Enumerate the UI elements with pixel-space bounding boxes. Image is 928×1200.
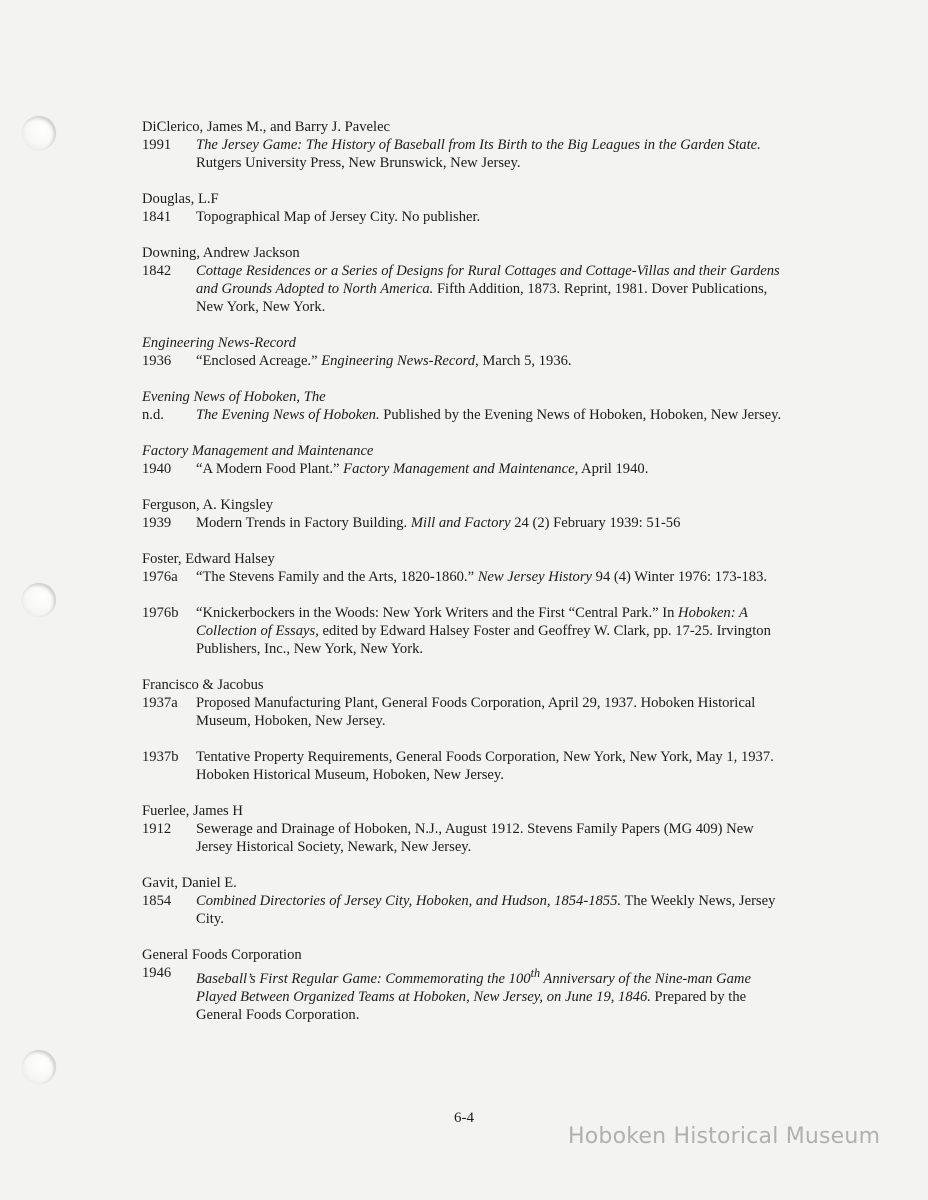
reference-details: 24 (2) February 1939: 51-56 [510,515,681,531]
reference-details: Published by the Evening News of Hoboken, Hoboken, New Jersey. [379,407,782,423]
bibliography-entry [142,874,792,928]
reference-year: 1976b [142,605,179,621]
reference-year: 1937a [142,695,178,711]
entry-author: Gavit, Daniel E. [142,875,237,891]
reference-title: New Jersey History [477,569,592,585]
reference-year: 1936 [142,353,172,369]
reference-prefix: Proposed Manufacturing Plant, General Foods Corporation, April 29, 1937. Hoboken Historical Museum, Hoboken, New Jersey. [196,695,756,729]
entry-reference [142,568,792,586]
entry-author: Engineering News-Record [142,335,296,351]
reference-year: 1912 [142,821,172,837]
reference-title: Factory Management and Maintenance [343,461,575,477]
bibliography-entry [142,496,792,532]
reference-title: Mill and Factory [410,515,511,531]
reference-details: Rutgers University Press, New Brunswick, New Jersey. [196,155,521,171]
reference-text [196,406,792,424]
reference-text [196,262,792,316]
entry-reference [142,136,792,172]
reference-text [196,568,792,586]
watermark: Hoboken Historical Museum [568,1124,881,1149]
reference-details: Prepared by the General Foods Corporation. [196,988,747,1023]
bibliography-entry [142,802,792,856]
reference-title: Engineering News-Record [321,353,476,369]
entry-author: Francisco & Jacobus [142,677,264,693]
reference-year: 1976a [142,569,178,585]
reference-year: 1946 [142,965,172,981]
reference-title-continued: Anniversary of the Nine-man Game Played Between Organized Teams at Hoboken, New Jersey, on June 19, 1846. [196,970,751,1005]
reference-title: Hoboken: A Collection of Essays [196,605,748,639]
entry-author: Evening News of Hoboken, The [142,389,326,405]
entry-reference [142,208,792,226]
bibliography-entry [142,946,792,1024]
reference-text [196,208,792,226]
reference-prefix: “The Stevens Family and the Arts, 1820-1860.” [196,569,478,585]
reference-year: 1854 [142,893,172,909]
entry-reference [142,694,792,730]
reference-superscript: th [530,966,541,980]
bibliography-entry [142,388,792,424]
bibliography-list [142,118,792,1042]
entry-author: General Foods Corporation [142,947,302,963]
reference-year: 1991 [142,137,172,153]
reference-details: , April 1940. [574,461,649,477]
bibliography-entry [142,334,792,370]
reference-text [196,352,792,370]
entry-reference [142,820,792,856]
entry-author: Downing, Andrew Jackson [142,245,300,261]
reference-year: 1841 [142,209,172,225]
reference-text [196,514,792,532]
reference-details: The Weekly News, Jersey City. [196,893,776,927]
reference-text [196,820,792,856]
reference-text [196,748,792,784]
reference-prefix: Modern Trends in Factory Building. [196,515,411,531]
bibliography-entry [142,190,792,226]
entry-author: Ferguson, A. Kingsley [142,497,274,513]
reference-title: The Jersey Game: The History of Baseball from Its Birth to the Big Leagues in the Garden State. [196,137,761,153]
reference-year: 1940 [142,461,172,477]
reference-prefix: “Knickerbockers in the Woods: New York Writers and the First “Central Park.” In [196,605,679,621]
entry-author: Douglas, L.F [142,191,219,207]
reference-title: Combined Directories of Jersey City, Hoboken, and Hudson, 1854-1855. [196,893,622,909]
binder-hole-middle [22,583,56,617]
bibliography-entry [142,442,792,478]
reference-text [196,460,792,478]
entry-author: DiClerico, James M., and Barry J. Pavelec [142,119,391,135]
reference-details: 94 (4) Winter 1976: 173-183. [592,569,768,585]
entry-author: Foster, Edward Halsey [142,551,275,567]
reference-prefix: Sewerage and Drainage of Hoboken, N.J., August 1912. Stevens Family Papers (MG 409) New Jersey Historical Society, Newark, New Jersey. [196,821,754,855]
reference-year: 1842 [142,263,172,279]
entry-reference [142,262,792,316]
reference-year: 1937b [142,749,179,765]
entry-reference [142,406,792,424]
binder-hole-top [22,116,56,150]
bibliography-entry [142,118,792,172]
entry-reference [142,514,792,532]
entry-reference [142,460,792,478]
bibliography-entry [142,676,792,784]
entry-author: Factory Management and Maintenance [142,443,374,459]
reference-details: , March 5, 1936. [475,353,572,369]
reference-title: Cottage Residences or a Series of Designs for Rural Cottages and Cottage-Villas and their Gardens and Grounds Adopted to North America. [196,263,780,297]
reference-text [196,964,792,1024]
reference-title: Baseball’s First Regular Game: Commemorating the 100 [196,970,531,987]
entry-reference [142,604,792,658]
reference-year: n.d. [142,407,164,423]
entry-author: Fuerlee, James H [142,803,243,819]
page-number: 6-4 [454,1110,474,1126]
entry-reference [142,748,792,784]
reference-prefix: “Enclosed Acreage.” [196,353,322,369]
entry-reference [142,892,792,928]
reference-prefix: “A Modern Food Plant.” [196,461,344,477]
reference-text [196,892,792,928]
reference-title: The Evening News of Hoboken. [196,407,380,423]
entry-reference [142,964,792,1024]
bibliography-entry [142,244,792,316]
reference-text [196,694,792,730]
reference-text [196,136,792,172]
entry-reference [142,352,792,370]
reference-details: , edited by Edward Halsey Foster and Geoffrey W. Clark, pp. 17-25. Irvington Publishers, Inc., New York, New York. [196,623,771,657]
binder-hole-bottom [22,1050,56,1084]
bibliography-entry [142,550,792,658]
reference-prefix: Tentative Property Requirements, General Foods Corporation, New York, New York, May 1, 1937. Hoboken Historical Museum, Hoboken, New Jersey. [196,749,774,783]
reference-details: Fifth Addition, 1873. Reprint, 1981. Dover Publications, New York, New York. [196,281,768,315]
reference-text [196,604,792,658]
reference-year: 1939 [142,515,172,531]
reference-prefix: Topographical Map of Jersey City. No publisher. [196,209,481,225]
